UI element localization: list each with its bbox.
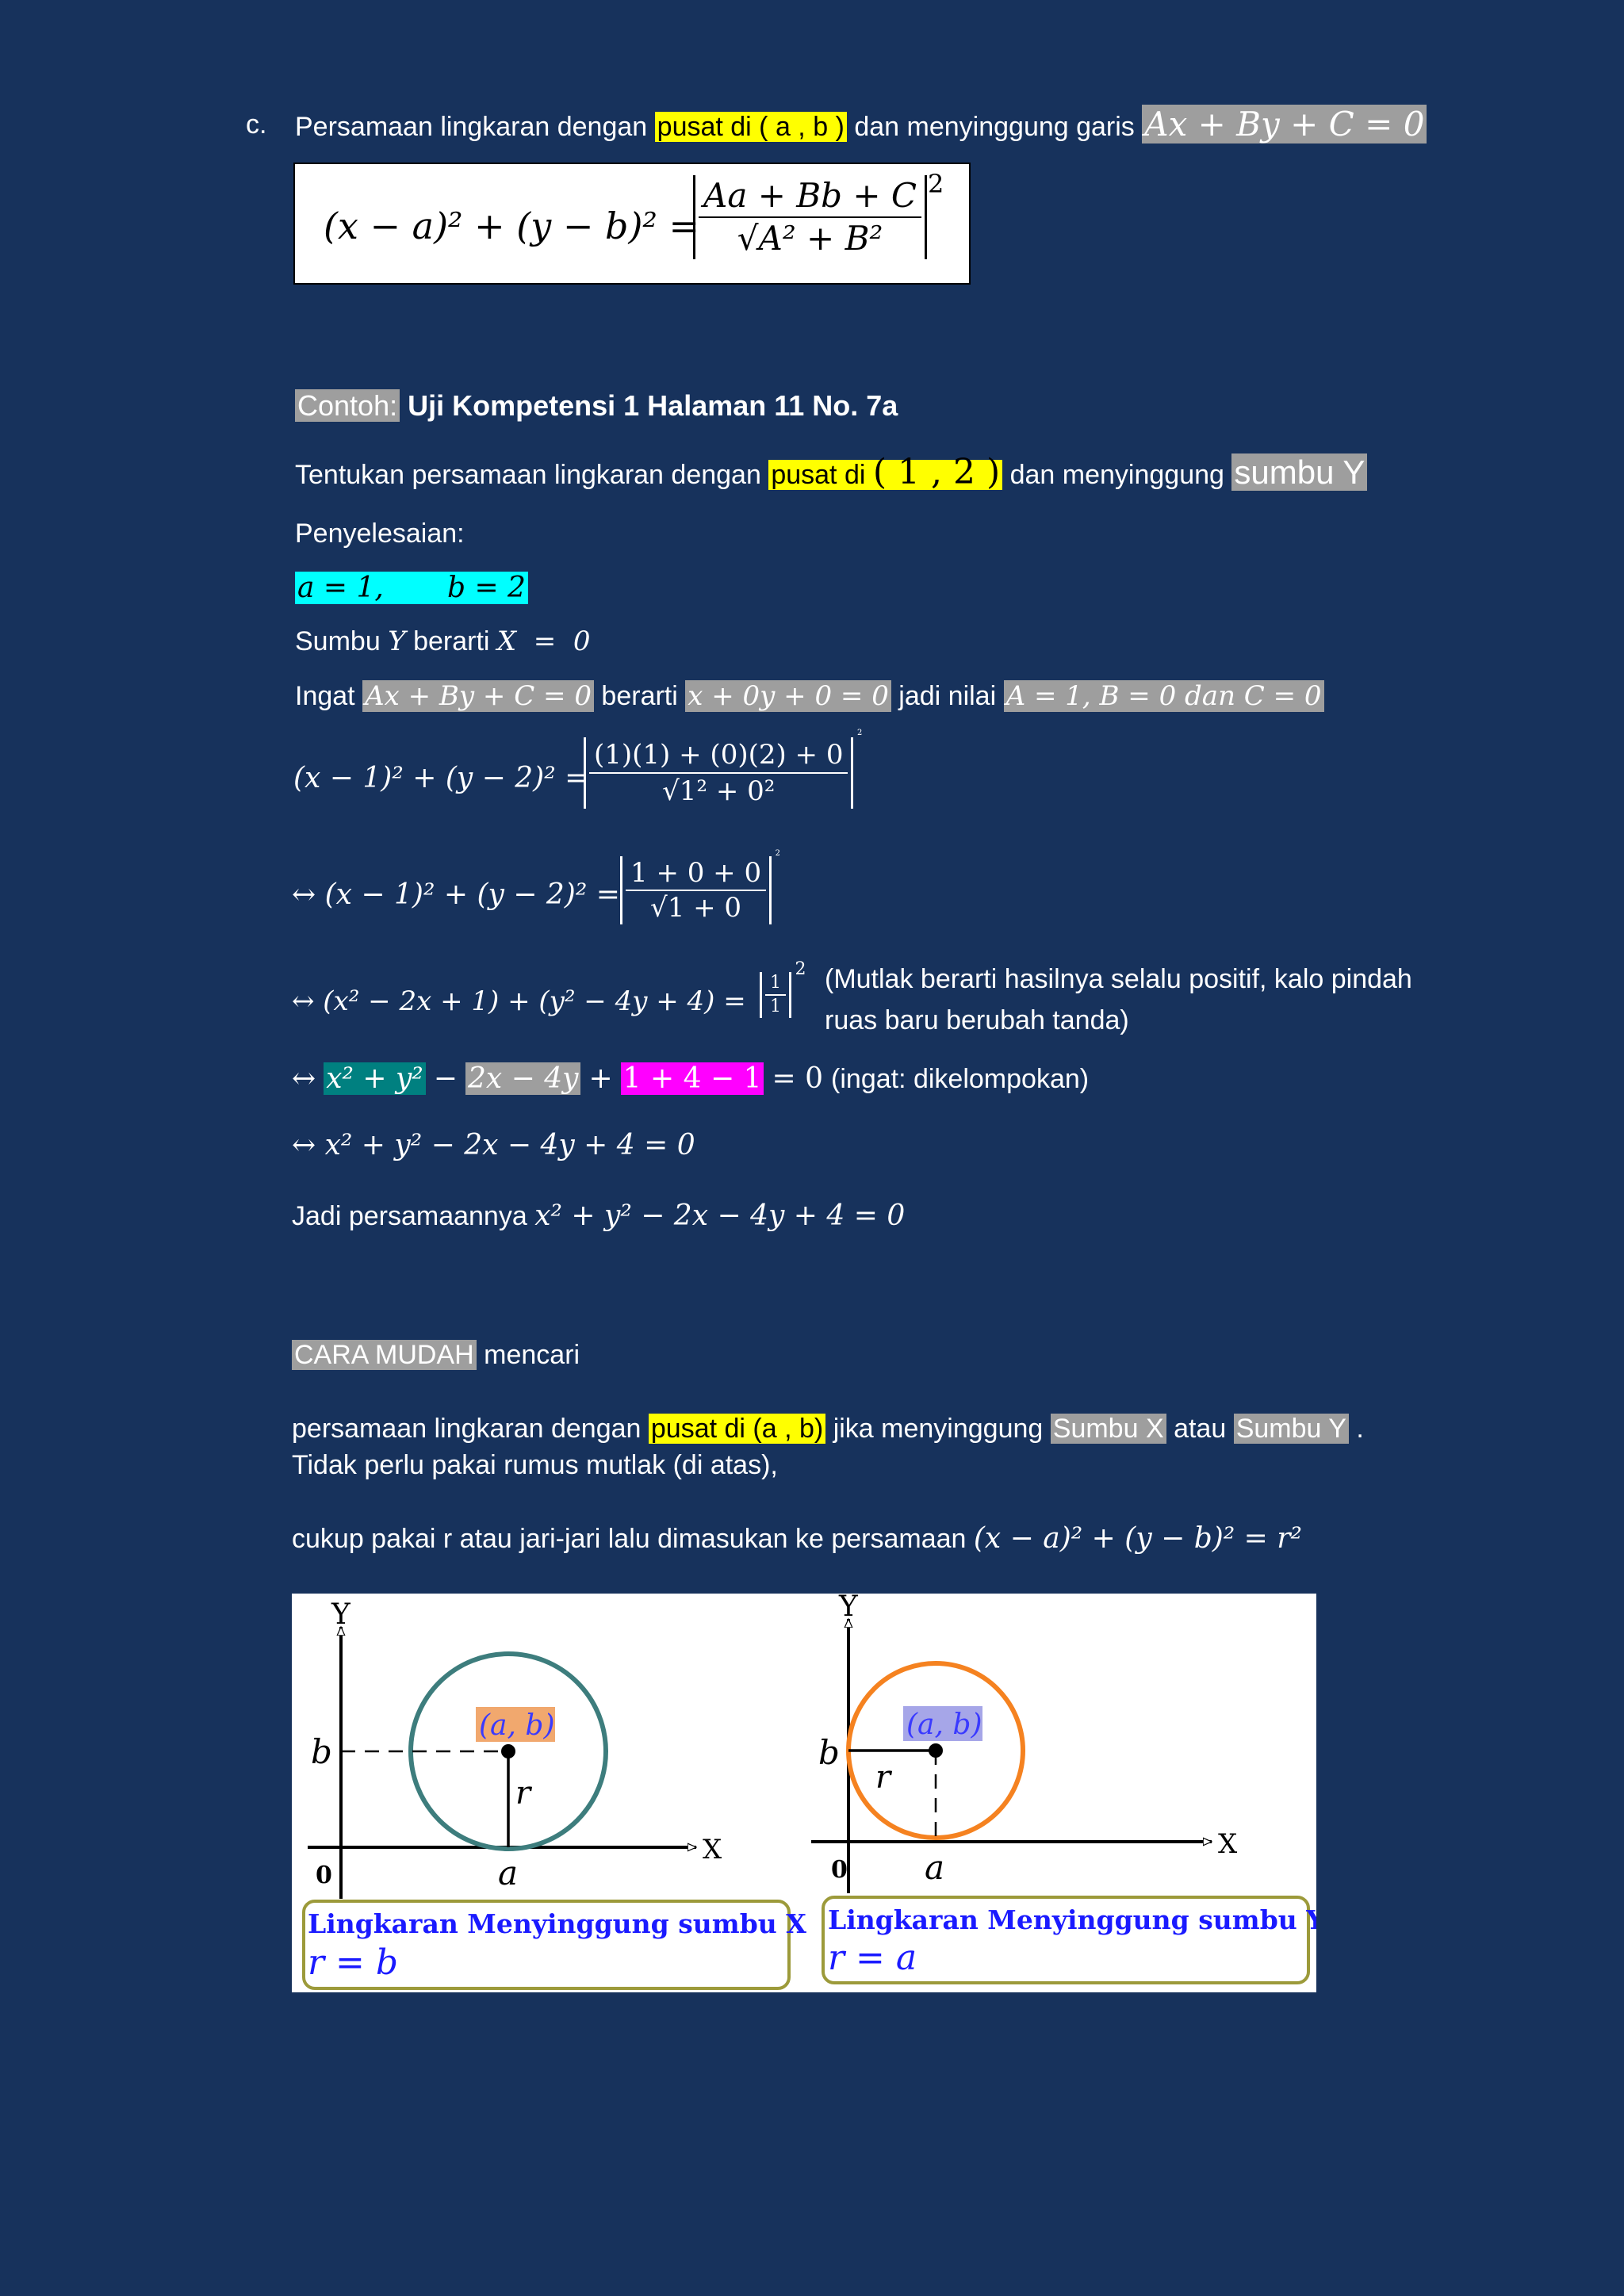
problem-text-before: Tentukan persamaan lingkaran dengan: [295, 460, 761, 490]
step3-numerator: 1: [770, 973, 781, 993]
line-equation: Ax + By + C = 0: [1142, 105, 1427, 144]
step4-linear-group: 2x − 4y: [465, 1062, 581, 1095]
step4-constant-group: 1 + 4 − 1: [621, 1062, 764, 1095]
easy-line1: [292, 1410, 1364, 1447]
step4-squares-group: x² + y²: [324, 1062, 426, 1095]
step4-line: [292, 1060, 1089, 1097]
intro-text-before: Persamaan lingkaran dengan: [295, 112, 648, 142]
right-r-label: r: [875, 1759, 891, 1796]
easy-line1-or: atau: [1174, 1414, 1227, 1444]
left-diagram: [304, 1598, 806, 1988]
step4-minus: −: [433, 1062, 458, 1095]
formula-abs-fraction: [693, 175, 927, 259]
left-b-label: b: [311, 1732, 332, 1771]
step4-equals: = 0: [772, 1062, 824, 1095]
section-intro: [295, 106, 1427, 145]
recall-specific-equation: x + 0y + 0 = 0: [685, 680, 891, 712]
section-label: c.: [246, 109, 267, 140]
step5: ↔ x² + y² − 2x − 4y + 4 = 0: [292, 1129, 695, 1161]
right-caption-formula: r = a: [828, 1938, 917, 1978]
problem-center-value: ( 1 , 2 ): [872, 452, 1001, 492]
easy-after-tag: mencari: [484, 1340, 580, 1370]
step3-denominator: 1: [765, 994, 786, 1018]
step2-abs-fraction: $\frac{1 + 0 + 0}{√1 + 0}$ $^2$: [620, 856, 780, 924]
recall-values: A = 1, B = 0 dan C = 0: [1004, 680, 1324, 712]
easy-axis-x: Sumbu X: [1051, 1414, 1166, 1444]
recall-means: berarti: [601, 681, 678, 711]
step3-note-line1: (Mutlak berarti hasilnya selalu positif, kalo pindah: [825, 964, 1412, 994]
easy-tag: CARA MUDAH: [292, 1340, 477, 1370]
right-caption-title: Lingkaran Menyinggung sumbu Y: [828, 1904, 1316, 1935]
right-center-label: (a, b): [906, 1709, 982, 1741]
right-diagram: [811, 1594, 1316, 1983]
left-caption-title: Lingkaran Menyinggung sumbu X: [308, 1908, 806, 1939]
example-tag: Contoh:: [295, 389, 400, 422]
easy-axis-y: Sumbu Y: [1234, 1414, 1349, 1444]
easy-line1-end: .: [1356, 1414, 1364, 1444]
left-y-axis-label: Y: [331, 1598, 350, 1631]
formula-denominator: √A² + B²: [699, 216, 921, 259]
left-center-point: [501, 1744, 515, 1758]
left-caption-formula: r = b: [308, 1942, 399, 1983]
y-axis-var: Y: [388, 626, 406, 657]
easy-line2: Tidak perlu pakai rumus mutlak (di atas),: [292, 1450, 778, 1480]
easy-heading: [292, 1337, 580, 1373]
step1-denominator: √1² + 0²: [589, 772, 848, 809]
formula-power: 2: [928, 169, 944, 199]
problem-center-label: pusat di: [771, 460, 866, 490]
y-axis-line: [295, 623, 590, 660]
left-a-label: a: [498, 1854, 519, 1892]
intro-text-middle: dan menyinggung garis: [854, 112, 1135, 142]
step3-abs-fraction: $\frac{1}{1}$ $^2$: [760, 972, 806, 1018]
step2-lhs: ↔ (x − 1)² + (y − 2)² =: [292, 878, 620, 911]
ab-values-highlight: a = 1, b = 2: [295, 572, 528, 604]
step4-plus: +: [588, 1062, 613, 1095]
step4-arrow: ↔: [292, 1062, 316, 1095]
example-heading: [295, 388, 898, 424]
problem-center-highlight: [768, 452, 1002, 492]
y-axis-equation: X = 0: [496, 626, 591, 657]
formula-numerator: Aa + Bb + C: [703, 176, 917, 215]
recall-text-before: Ingat: [295, 681, 355, 711]
ab-values: [295, 570, 528, 607]
step4-note: (ingat: dikelompokan): [831, 1064, 1090, 1094]
easy-line3-equation: (x − a)² + (y − b)² = r²: [973, 1522, 1302, 1555]
step1-abs-fraction: $\frac{(1)(1) + (0)(2) + 0}{\text{√1² + 0²}}$ $^2$: [584, 737, 862, 809]
right-center-point: [929, 1743, 943, 1758]
left-x-axis-label: X: [703, 1834, 722, 1866]
recall-line: [295, 678, 1324, 714]
solution-label: Penyelesaian:: [295, 519, 465, 549]
step2-denominator: √1 + 0: [626, 890, 766, 924]
right-x-axis-label: X: [1218, 1828, 1238, 1860]
tangent-line-formula-box: [293, 163, 971, 285]
tangent-circles-figure: [292, 1594, 1316, 1992]
example-title: Uji Kompetensi 1 Halaman 11 No. 7a: [408, 389, 898, 422]
step2-numerator: 1 + 0 + 0: [630, 857, 762, 889]
conclusion-equation: x² + y² − 2x − 4y + 4 = 0: [534, 1200, 906, 1232]
right-a-label: a: [925, 1848, 945, 1887]
intro-center-highlight: pusat di ( a , b ): [655, 112, 847, 142]
easy-line1-before: persamaan lingkaran dengan: [292, 1414, 642, 1444]
recall-general-equation: Ax + By + C = 0: [362, 680, 594, 712]
y-axis-text-after: berarti: [413, 626, 490, 656]
easy-line3: [292, 1521, 1302, 1557]
left-origin-label: 0: [316, 1862, 332, 1889]
step1-lhs: (x − 1)² + (y − 2)² =: [293, 762, 589, 794]
figure-svg: [292, 1594, 1316, 1992]
step1-numerator: (1)(1) + (0)(2) + 0: [594, 739, 844, 771]
formula-lhs: (x − a)² + (y − b)² =: [324, 205, 699, 247]
step3-lhs: ↔ (x² − 2x + 1) + (y² − 4y + 4) =: [292, 985, 746, 1017]
step3-note-line2: ruas baru berubah tanda): [825, 1005, 1129, 1035]
conclusion-line: [292, 1198, 905, 1234]
conclusion-text: Jadi persamaannya: [292, 1201, 527, 1231]
left-r-label: r: [515, 1775, 531, 1812]
problem-text-middle: dan menyinggung: [1009, 460, 1224, 490]
left-center-label: (a, b): [479, 1709, 555, 1742]
problem-axis: sumbu Y: [1231, 453, 1367, 491]
easy-center-highlight: pusat di (a , b): [649, 1414, 825, 1444]
easy-line3-text: cukup pakai r atau jari-jari lalu dimasukan ke persamaan: [292, 1524, 967, 1554]
recall-values-label: jadi nilai: [898, 681, 997, 711]
right-b-label: b: [818, 1733, 840, 1772]
example-problem: [295, 454, 1367, 493]
right-origin-label: 0: [831, 1856, 848, 1884]
easy-line1-middle: jika menyinggung: [833, 1414, 1044, 1444]
y-axis-text-before: Sumbu: [295, 626, 381, 656]
right-y-axis-label: Y: [839, 1594, 858, 1623]
